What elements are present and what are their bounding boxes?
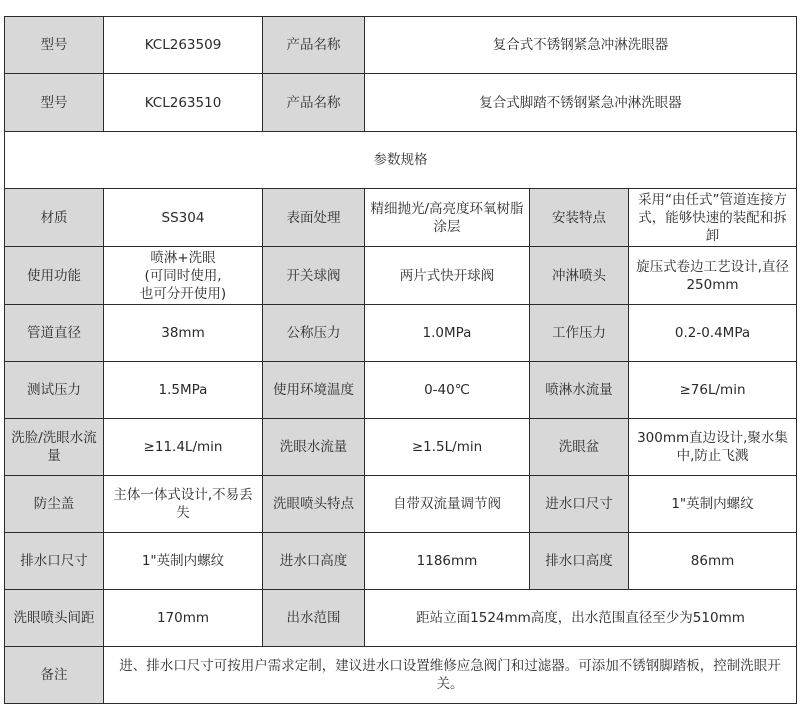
product-name-value: 复合式不锈钢紧急冲淋洗眼器 xyxy=(365,17,797,74)
drain-size-label: 排水口尺寸 xyxy=(5,533,104,590)
ambient-temperature-label: 使用环境温度 xyxy=(263,362,365,419)
model-value: KCL263510 xyxy=(104,74,263,132)
pipe-diameter-value: 38mm xyxy=(104,305,263,362)
surface-treatment-value: 精细抛光/高亮度环氧树脂涂层 xyxy=(365,189,530,247)
test-pressure-label: 测试压力 xyxy=(5,362,104,419)
table-row xyxy=(5,247,797,305)
eyewash-flow-label: 洗眼水流量 xyxy=(263,419,365,476)
table-row xyxy=(5,305,797,362)
material-label: 材质 xyxy=(5,189,104,247)
model-label: 型号 xyxy=(5,74,104,132)
spec-table xyxy=(4,16,797,704)
table-row xyxy=(5,533,797,590)
drain-height-value: 86mm xyxy=(629,533,797,590)
model-value: KCL263509 xyxy=(104,17,263,74)
inlet-size-label: 进水口尺寸 xyxy=(530,476,629,533)
spec-section-title: 参数规格 xyxy=(5,132,797,189)
shower-flow-label: 喷淋水流量 xyxy=(530,362,629,419)
test-pressure-value: 1.5MPa xyxy=(104,362,263,419)
function-value: 喷淋+洗眼 (可同时使用, 也可分开使用) xyxy=(104,247,263,305)
table-row xyxy=(5,17,797,74)
installation-label: 安装特点 xyxy=(530,189,629,247)
working-pressure-label: 工作压力 xyxy=(530,305,629,362)
eyewash-bowl-value: 300mm直边设计,聚水集中,防止飞溅 xyxy=(629,419,797,476)
ball-valve-value: 两片式快开球阀 xyxy=(365,247,530,305)
model-label: 型号 xyxy=(5,17,104,74)
product-name-label: 产品名称 xyxy=(263,74,365,132)
table-row xyxy=(5,132,797,189)
dust-cover-label: 防尘盖 xyxy=(5,476,104,533)
eyewash-bowl-label: 洗眼盆 xyxy=(530,419,629,476)
inlet-height-value: 1186mm xyxy=(365,533,530,590)
pipe-diameter-label: 管道直径 xyxy=(5,305,104,362)
ball-valve-label: 开关球阀 xyxy=(263,247,365,305)
face-eye-flow-label: 洗脸/洗眼水流量 xyxy=(5,419,104,476)
function-label: 使用功能 xyxy=(5,247,104,305)
table-row xyxy=(5,189,797,247)
product-name-value: 复合式脚踏不锈钢紧急冲淋洗眼器 xyxy=(365,74,797,132)
face-eye-flow-value: ≥11.4L/min xyxy=(104,419,263,476)
surface-treatment-label: 表面处理 xyxy=(263,189,365,247)
material-value: SS304 xyxy=(104,189,263,247)
remarks-value: 进、排水口尺寸可按用户需求定制，建议进水口设置维修应急阀门和过滤器。可添加不锈钢脚踏板，控制洗眼开关。 xyxy=(104,647,797,704)
installation-value: 采用“由任式”管道连接方式，能够快速的装配和拆卸 xyxy=(629,189,797,247)
ambient-temperature-value: 0-40℃ xyxy=(365,362,530,419)
nozzle-spacing-value: 170mm xyxy=(104,590,263,647)
shower-head-value: 旋压式卷边工艺设计,直径250mm xyxy=(629,247,797,305)
shower-head-label: 冲淋喷头 xyxy=(530,247,629,305)
water-range-value: 距站立面1524mm高度，出水范围直径至少为510mm xyxy=(365,590,797,647)
table-row xyxy=(5,476,797,533)
water-range-label: 出水范围 xyxy=(263,590,365,647)
product-name-label: 产品名称 xyxy=(263,17,365,74)
table-row xyxy=(5,647,797,704)
dust-cover-value: 主体一体式设计,不易丢失 xyxy=(104,476,263,533)
working-pressure-value: 0.2-0.4MPa xyxy=(629,305,797,362)
eyewash-flow-value: ≥1.5L/min xyxy=(365,419,530,476)
table-row xyxy=(5,74,797,132)
drain-size-value: 1"英制内螺纹 xyxy=(104,533,263,590)
table-row xyxy=(5,590,797,647)
drain-height-label: 排水口高度 xyxy=(530,533,629,590)
table-row xyxy=(5,419,797,476)
eyewash-nozzle-label: 洗眼喷头特点 xyxy=(263,476,365,533)
table-row xyxy=(5,362,797,419)
nozzle-spacing-label: 洗眼喷头间距 xyxy=(5,590,104,647)
eyewash-nozzle-value: 自带双流量调节阀 xyxy=(365,476,530,533)
inlet-height-label: 进水口高度 xyxy=(263,533,365,590)
nominal-pressure-value: 1.0MPa xyxy=(365,305,530,362)
shower-flow-value: ≥76L/min xyxy=(629,362,797,419)
nominal-pressure-label: 公称压力 xyxy=(263,305,365,362)
remarks-label: 备注 xyxy=(5,647,104,704)
inlet-size-value: 1"英制内螺纹 xyxy=(629,476,797,533)
